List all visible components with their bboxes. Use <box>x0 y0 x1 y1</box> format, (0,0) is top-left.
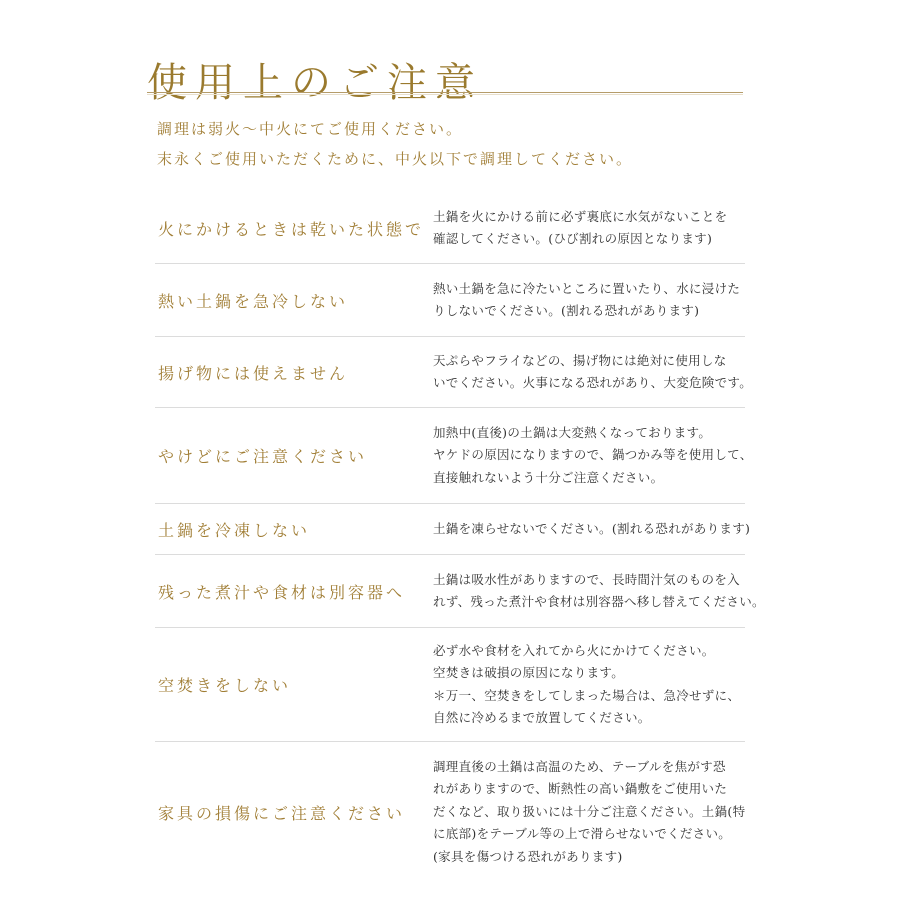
description-line: いでください。火事になる恐れがあり、大変危険です。 <box>433 375 753 390</box>
description-line: 直接触れないよう十分ご注意ください。 <box>433 469 664 485</box>
description-line: (家具を傷つける恐れがあります) <box>433 848 623 864</box>
description-line: 天ぷらやフライなどの、揚げ物には絶対に使用しな <box>433 352 727 368</box>
caution-table <box>155 193 765 882</box>
description-line: 加熱中(直後)の土鍋は大変熱くなっております。 <box>433 424 712 440</box>
caution-description <box>433 278 745 323</box>
description-line: に底部)をテーブル等の上で滑らせないでください。 <box>433 826 732 842</box>
title-divider <box>147 92 743 93</box>
caution-description <box>433 756 745 869</box>
description-line: ヤケドの原因になりますので、鍋つかみ等を使用して、 <box>433 447 753 463</box>
caution-description <box>433 350 752 395</box>
caution-heading: 空焚きをしない <box>158 676 292 695</box>
caution-row <box>155 337 753 408</box>
intro-line: 末永くご使用いただくために、中火以下で調理してください。 <box>157 150 634 168</box>
caution-heading: 家具の損傷にご注意ください <box>158 803 406 823</box>
caution-heading: 揚げ物には使えません <box>158 363 349 383</box>
caution-row <box>155 264 745 337</box>
caution-description <box>433 569 765 614</box>
description-line: 空焚きは破損の原因になります。 <box>433 665 625 680</box>
description-line: 調理直後の土鍋は高温のため、テーブルを焦がす恐 <box>433 758 726 774</box>
description-line: 必ず水や食材を入れてから火にかけてください。 <box>433 642 715 658</box>
description-line: れがありますので、断熱性の高い鍋敷をご使用いた <box>433 781 728 797</box>
caution-heading: やけどにご注意ください <box>158 447 368 466</box>
intro-text <box>157 114 633 174</box>
caution-row <box>155 555 765 628</box>
caution-heading: 残った煮汁や食材は別容器へ <box>158 582 406 602</box>
description-line: れず、残った煮汁や食材は別容器へ移し替えてください。 <box>433 594 765 609</box>
intro-line: 調理は弱火〜中火にてご使用ください。 <box>157 120 464 138</box>
description-line: 土鍋を火にかける前に必ず裏底に水気がないことを <box>433 208 728 224</box>
caution-row <box>155 742 745 882</box>
caution-row <box>155 628 745 742</box>
description-line: りしないでください。(割れる恐れがあります) <box>433 303 700 318</box>
caution-heading: 熱い土鍋を急冷しない <box>158 291 349 311</box>
caution-description <box>433 422 753 490</box>
caution-description <box>433 518 750 541</box>
description-line: 土鍋は吸水性がありますので、長時間汁気のものを入 <box>433 571 740 587</box>
description-line: 自然に冷めるまで放置してください。 <box>433 710 651 725</box>
caution-description <box>433 206 745 251</box>
description-line: 確認してください。(ひび割れの原因となります) <box>433 231 713 246</box>
caution-row <box>155 408 753 504</box>
description-line: 熱い土鍋を急に冷たいところに置いたり、水に浸けた <box>433 280 741 296</box>
page-title: 使用上のご注意 <box>147 59 483 106</box>
description-line: ＊万一、空焚きをしてしまった場合は、急冷せずに、 <box>433 687 741 703</box>
caution-heading: 土鍋を冷凍しない <box>158 520 311 540</box>
caution-description <box>433 640 745 730</box>
caution-heading: 火にかけるときは乾いた状態で <box>158 219 425 239</box>
description-line: 土鍋を凍らせないでください。(割れる恐れがあります) <box>433 520 751 536</box>
caution-row <box>155 193 745 264</box>
description-line: だくなど、取り扱いには十分ご注意ください。土鍋(特 <box>433 803 746 819</box>
caution-row <box>155 504 751 555</box>
